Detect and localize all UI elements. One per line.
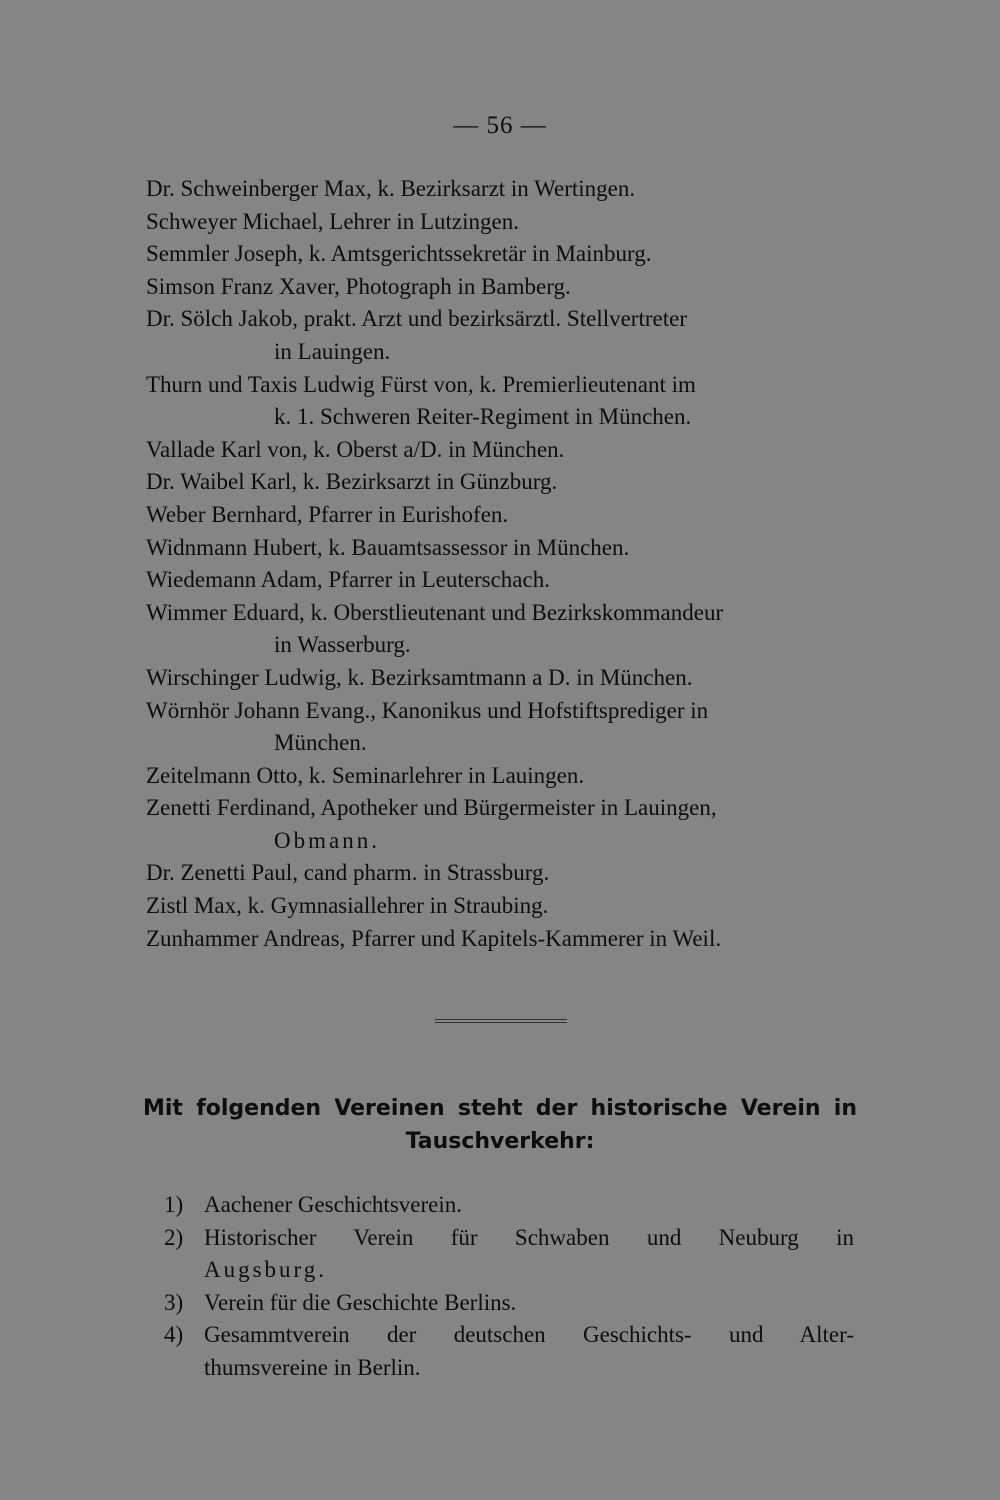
society-item xyxy=(164,1222,854,1287)
society-number: 1) xyxy=(164,1192,184,1217)
member-entry xyxy=(146,792,886,857)
section-divider xyxy=(435,1019,567,1023)
member-line: Zeitelmann Otto, k. Seminarlehrer in Lauingen. xyxy=(146,762,585,788)
member-entry xyxy=(146,760,886,793)
society-line: Historischer Verein für Schwaben und Neuburg in xyxy=(204,1224,854,1250)
member-line: Wiedemann Adam, Pfarrer in Leuterschach. xyxy=(146,567,550,593)
member-line: Vallade Karl von, k. Oberst a/D. in München. xyxy=(146,436,565,462)
section-heading xyxy=(143,1092,857,1158)
member-line: Semmler Joseph, k. Amtsgerichtssekretär in Mainburg. xyxy=(146,241,652,267)
member-line: Dr. Waibel Karl, k. Bezirksarzt in Günzburg. xyxy=(146,469,558,495)
member-line: Dr. Sölch Jakob, prakt. Arzt und bezirksärztl. Stellvertreter xyxy=(146,306,687,332)
member-entry xyxy=(146,206,886,239)
member-line: Zistl Max, k. Gymnasiallehrer in Straubing. xyxy=(146,893,549,919)
member-entry xyxy=(146,238,886,271)
society-item xyxy=(164,1287,854,1320)
society-number: 4) xyxy=(164,1322,184,1347)
member-entry xyxy=(146,173,886,206)
member-entry xyxy=(146,597,886,662)
member-line: Simson Franz Xaver, Photograph in Bamberg. xyxy=(146,273,571,299)
member-entry xyxy=(146,466,886,499)
member-line: Weber Bernhard, Pfarrer in Eurishofen. xyxy=(146,501,509,527)
member-entry xyxy=(146,369,886,434)
member-entry xyxy=(146,271,886,304)
society-line: Aachener Geschichtsverein. xyxy=(204,1192,462,1217)
member-entry xyxy=(146,532,886,565)
page-number: — 56 — xyxy=(453,112,547,139)
society-number: 3) xyxy=(164,1289,184,1315)
member-line-continued: in Wasserburg. xyxy=(274,632,411,658)
member-entry xyxy=(146,434,886,467)
exchange-society-list xyxy=(164,1189,854,1384)
member-entry xyxy=(146,695,886,760)
section-heading-line: Mit folgenden Vereinen steht der historische Verein in xyxy=(143,1096,857,1121)
society-number: 2) xyxy=(164,1224,184,1250)
member-line: Thurn und Taxis Ludwig Fürst von, k. Premierlieutenant im xyxy=(146,371,696,397)
society-line-continued: Augsburg. xyxy=(204,1257,328,1282)
member-line: Wörnhör Johann Evang., Kanonikus und Hofstiftsprediger in xyxy=(146,697,709,723)
member-line: Widnmann Hubert, k. Bauamtsassessor in München. xyxy=(146,534,630,560)
member-line-continued: München. xyxy=(274,730,367,756)
member-line: Zenetti Ferdinand, Apotheker und Bürgermeister in Lauingen, xyxy=(146,795,717,821)
society-line-continued: thumsvereine in Berlin. xyxy=(204,1354,421,1380)
society-line: Gesammtverein der deutschen Geschichts- und Alter- xyxy=(204,1322,854,1347)
member-line: Dr. Zenetti Paul, cand pharm. in Strassburg. xyxy=(146,860,550,886)
member-entry xyxy=(146,890,886,923)
member-entry xyxy=(146,499,886,532)
society-item xyxy=(164,1189,854,1222)
member-entry xyxy=(146,303,886,368)
member-entry xyxy=(146,923,886,956)
member-entry xyxy=(146,564,886,597)
member-list xyxy=(146,173,886,955)
member-entry xyxy=(146,662,886,695)
member-line-continued: in Lauingen. xyxy=(274,338,391,364)
member-line: Schweyer Michael, Lehrer in Lutzingen. xyxy=(146,208,519,234)
society-line: Verein für die Geschichte Berlins. xyxy=(204,1289,517,1315)
member-line-continued: k. 1. Schweren Reiter-Regiment in München. xyxy=(274,404,692,430)
section-heading-line: Tauschverkehr: xyxy=(405,1129,595,1154)
member-line: Wirschinger Ludwig, k. Bezirksamtmann a D. in München. xyxy=(146,664,693,690)
member-line: Dr. Schweinberger Max, k. Bezirksarzt in Wertingen. xyxy=(146,176,636,201)
member-line: Wimmer Eduard, k. Oberstlieutenant und Bezirkskommandeur xyxy=(146,599,724,625)
member-line: Zunhammer Andreas, Pfarrer und Kapitels-Kammerer in Weil. xyxy=(146,925,722,951)
member-entry xyxy=(146,857,886,890)
society-item xyxy=(164,1319,854,1384)
member-line-continued: Obmann. xyxy=(274,827,380,853)
